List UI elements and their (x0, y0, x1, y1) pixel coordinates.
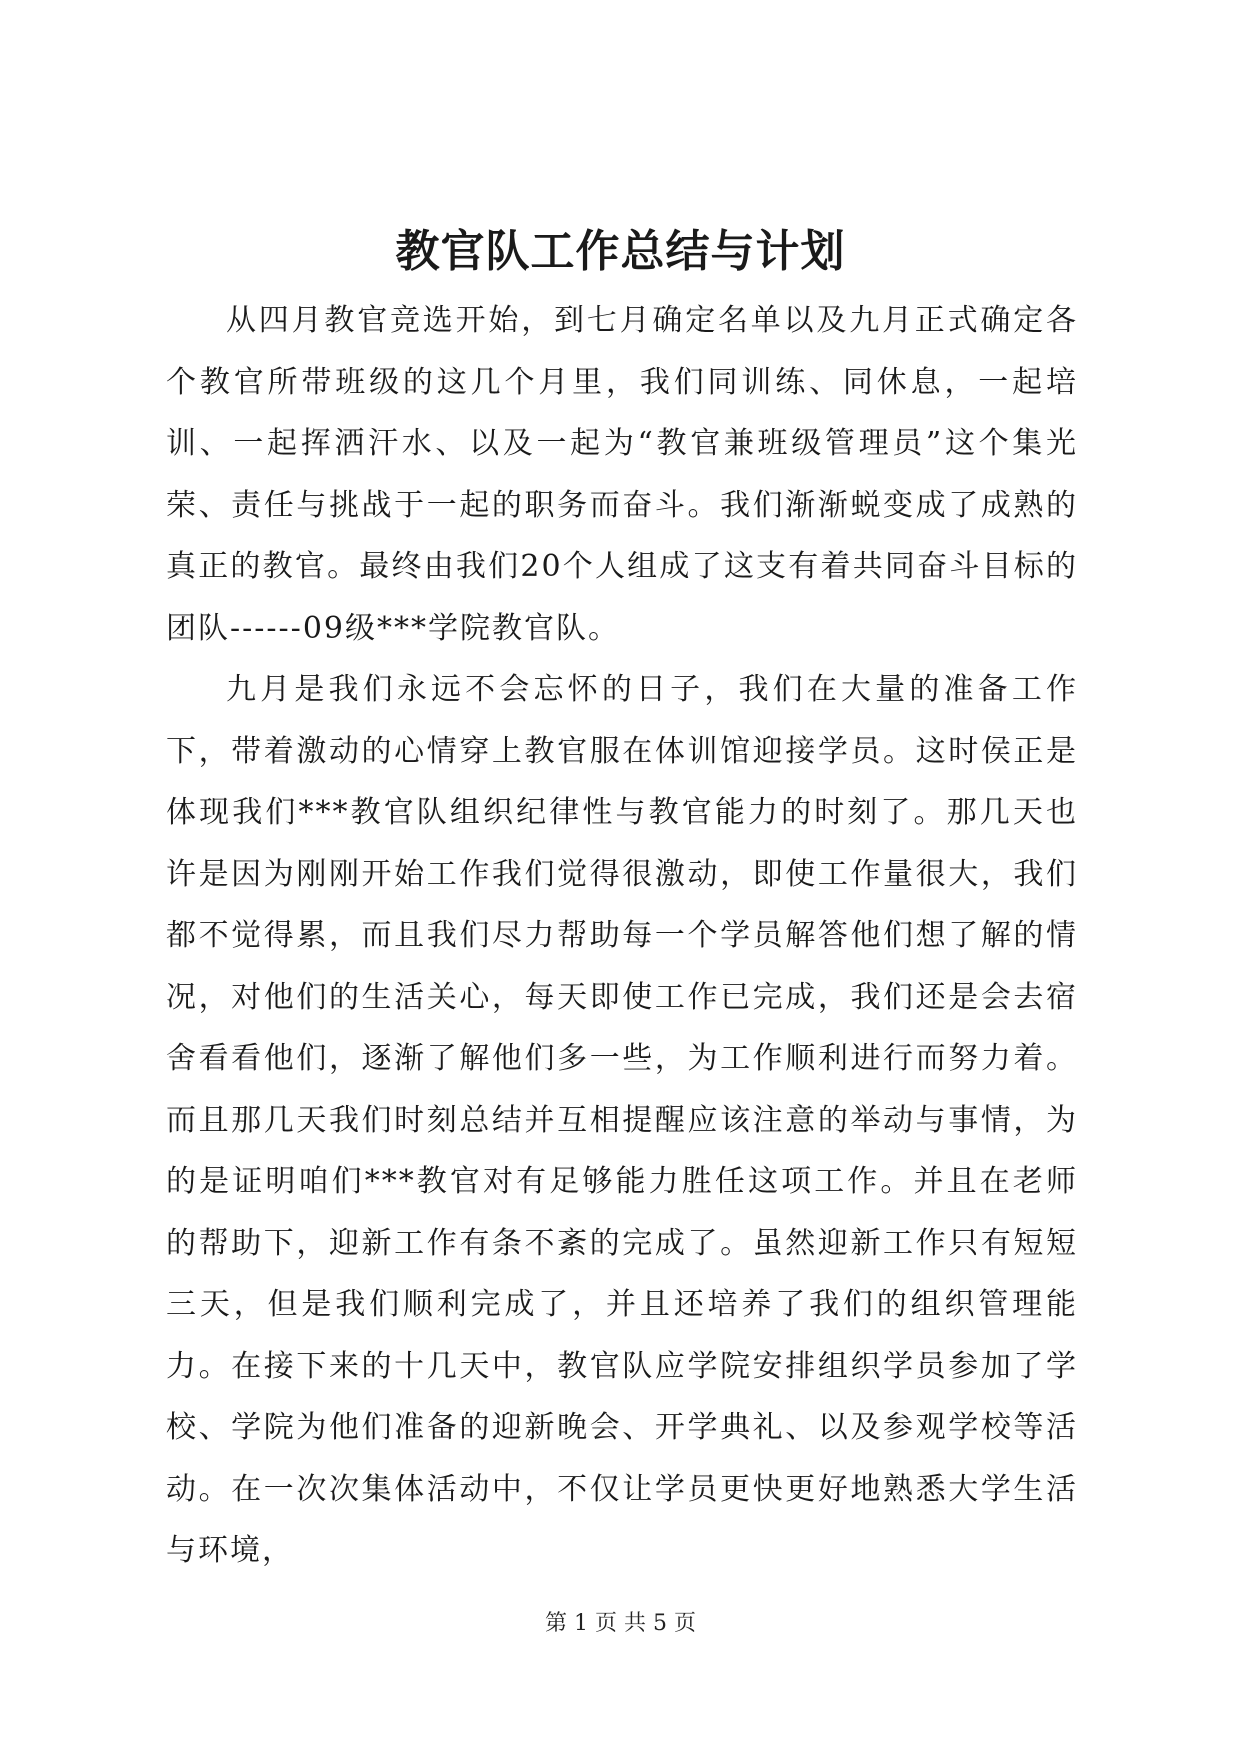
paragraph-1: 从四月教官竞选开始，到七月确定名单以及九月正式确定各个教官所带班级的这几个月里，我们同训练、同休息，一起培训、一起挥洒汗水、以及一起为“教官兼班级管理员”这个集光荣、责任与挑战于一起的职务而奋斗。我们渐渐蜕变成了成熟的真正的教官。最终由我们20个人组成了这支有着共同奋斗目标的团队------09级***学院教官队。 (166, 303, 1078, 646)
page-number-footer: 第 1 页 共 5 页 (545, 1611, 696, 1636)
paragraph-2: 九月是我们永远不会忘怀的日子，我们在大量的准备工作下，带着激动的心情穿上教官服在体训馆迎接学员。这时侯正是体现我们***教官队组织纪律性与教官能力的时刻了。那几天也许是因为刚刚开始工作我们觉得很激动，即使工作量很大，我们都不觉得累，而且我们尽力帮助每一个学员解答他们想了解的情况，对他们的生活关心，每天即使工作已完成，我们还是会去宿舍看看他们，逐渐了解他们多一些，为工作顺利进行而努力着。而且那几天我们时刻总结并互相提醒应该注意的举动与事情，为的是证明咱们***教官对有足够能力胜任这项工作。并且在老师的帮助下，迎新工作有条不紊的完成了。虽然迎新工作只有短短三天，但是我们顺利完成了，并且还培养了我们的组织管理能力。在接下来的十几天中，教官队应学院安排组织学员参加了学校、学院为他们准备的迎新晚会、开学典礼、以及参观学校等活动。在一次次集体活动中，不仅让学员更快更好地熟悉大学生活与环境， (166, 672, 1078, 1568)
document-body (166, 290, 1078, 1582)
document-title: 教官队工作总结与计划 (395, 226, 846, 277)
